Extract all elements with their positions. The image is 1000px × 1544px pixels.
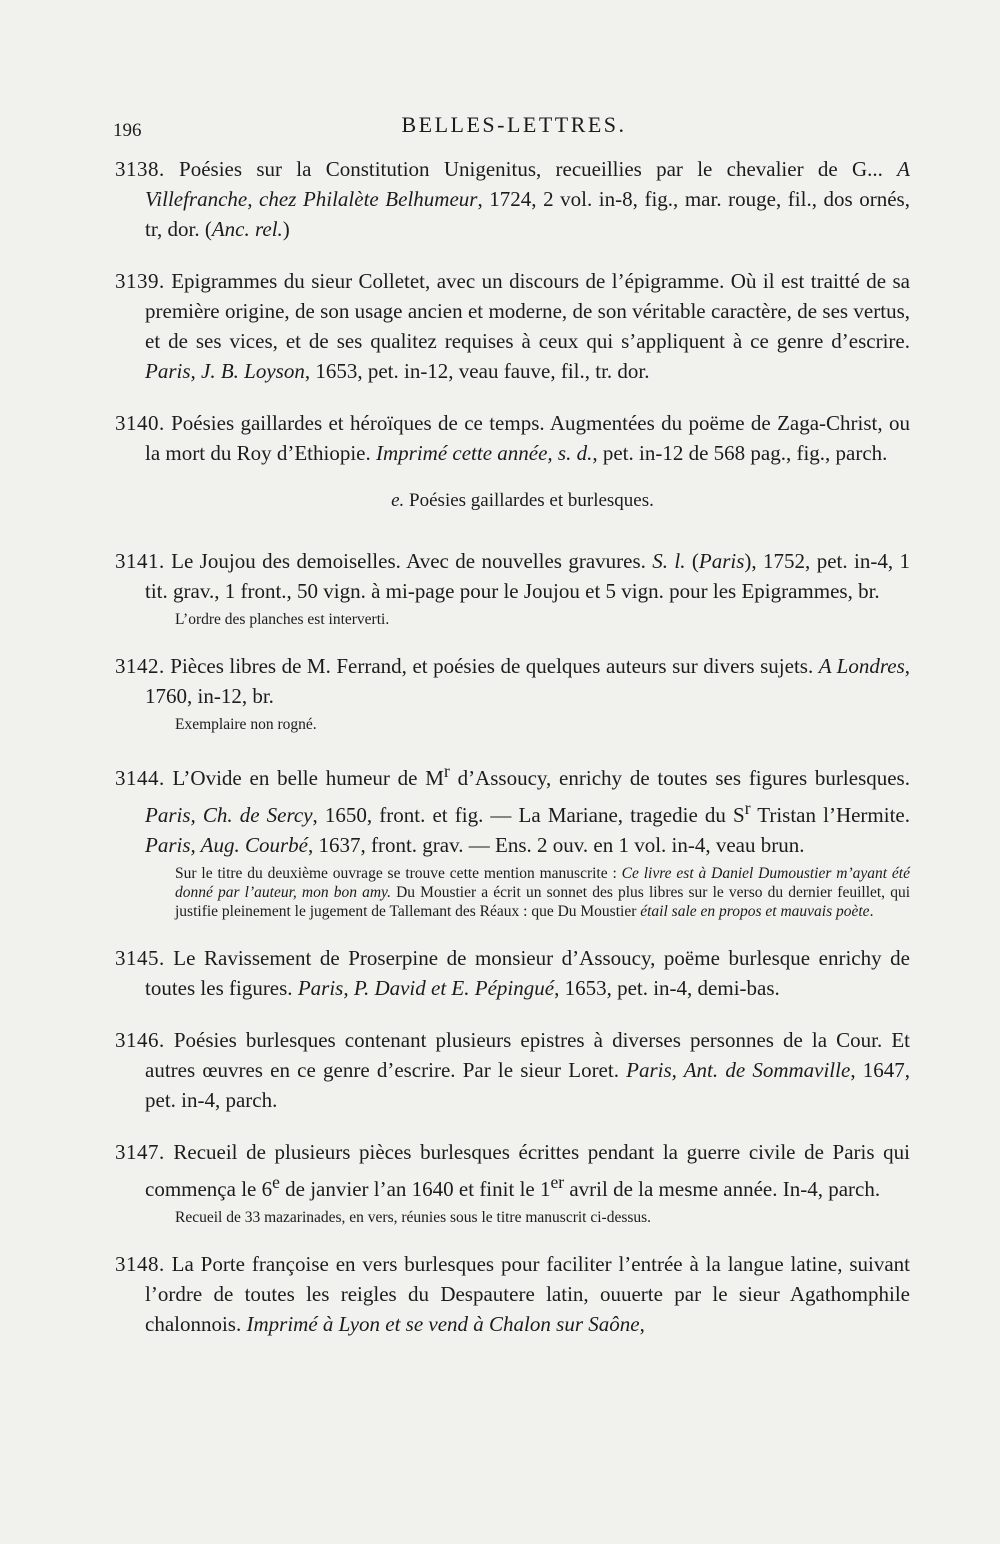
entry-description: , 1760, in-12, br. (145, 654, 910, 708)
entry-binding-note: Anc. rel. (211, 217, 283, 241)
catalogue-entry-3144 (115, 756, 910, 921)
entry-imprint: Paris, P. David et E. Pépingué (297, 976, 555, 1000)
entry-text (115, 154, 910, 244)
entry-imprint: Imprimé cette année, s. d. (375, 441, 593, 465)
entry-description: ), 1752, pet. in-4, 1 tit. grav., 1 front., 50 vign. à mi-page pour le Joujou et 5 vign. pour les Epigrammes, br. (145, 549, 910, 603)
superscript: er (550, 1172, 565, 1192)
entry-number: 3142. (115, 654, 165, 678)
entry-text (115, 756, 910, 860)
entry-number: 3138. (115, 157, 165, 181)
superscript: r (744, 798, 751, 818)
note-text-cont: Du Moustier a écrit un sonnet des plus libres sur le verso du dernier feuillet, qui justifie pleinement le jugement de Tallemant des Réaux : que Du Moustier (175, 884, 910, 920)
entry-number: 3145. (115, 946, 165, 970)
entry-number: 3146. (115, 1028, 165, 1052)
entry-title: Epigrammes du sieur Colletet, avec un discours de l’épigramme. Où il est traitté de sa première origine, de son usage ancien et moderne, de son véritable caractère, de ses vertus, et de ses vices, et de ses qualitez requises à ceux qui s’appliquent à ce genre d’escrire. (145, 269, 910, 353)
superscript: r (443, 761, 450, 781)
entry-title-cont: de janvier l’an 1640 et finit le 1 (279, 1177, 551, 1201)
entry-punctuation: ( (685, 549, 699, 573)
entry-imprint: A Londres (818, 654, 905, 678)
entry-description-end: , 1637, front. grav. — Ens. 2 ouv. en 1 vol. in-4, veau brun. (307, 833, 805, 857)
entry-imprint: Paris, Ch. de Sercy (145, 803, 313, 827)
entry-text (115, 546, 910, 606)
entry-imprint-2: Paris, Aug. Courbé (145, 833, 308, 857)
entry-number: 3140. (115, 411, 165, 435)
entry-number: 3141. (115, 549, 165, 573)
entry-note: Recueil de 33 mazarinades, en vers, réunies sous le titre manuscrit ci-dessus. (175, 1209, 652, 1226)
entry-imprint: Paris, J. B. Loyson (145, 359, 305, 383)
entry-imprint: A Villefranche, chez Philalète Belhumeur (145, 157, 910, 211)
entry-title: Le Ravissement de Proserpine de monsieur d’Assoucy, poëme burlesque enrichy de toutes les figures. (145, 946, 910, 1000)
entry-text (115, 943, 910, 1003)
entry-title: Poésies gaillardes et héroïques de ce temps. Augmentées du poëme de Zaga-Christ, ou la mort du Roy d’Ethiopie. (145, 411, 910, 465)
section-heading (135, 490, 910, 512)
entry-note: L’ordre des planches est interverti. (175, 611, 390, 628)
note-inscription: Ce livre est à Daniel Dumoustier m’ayant été donné par l’auteur, mon bon amy. (175, 865, 910, 901)
entry-imprint: S. l. (652, 549, 686, 573)
note-text: Sur le titre du deuxième ouvrage se trouve cette mention manuscrite : (175, 865, 622, 882)
entry-title: Pièces libres de M. Ferrand, et poésies de quelques auteurs sur divers sujets. (164, 654, 819, 678)
entry-punctuation: ) (282, 217, 290, 241)
entry-place: Paris (698, 549, 745, 573)
catalogue-entry-3141 (115, 546, 910, 629)
entry-description: , 1650, front. et fig. — La Mariane, tragedie du S (312, 803, 745, 827)
entry-title: Poésies burlesques contenant plusieurs epistres à diverses personnes de la Cour. Et autres œuvres en ce genre d’escrire. Par le sieur Loret. (145, 1028, 910, 1082)
catalogue-entry-3147 (115, 1137, 910, 1227)
catalogue-entry-3139 (115, 266, 910, 386)
page-header (0, 112, 1000, 152)
entry-title: Recueil de plusieurs pièces burlesques écrittes pendant la guerre civile de Paris qui commença le 6 (145, 1140, 910, 1201)
catalogue-body (115, 154, 910, 1361)
entry-description: , 1724, 2 vol. in-8, fig., mar. rouge, fil., dos ornés, tr, dor. ( (145, 187, 910, 241)
entry-description: , 1647, pet. in-4, parch. (145, 1058, 910, 1112)
entry-title: Poésies sur la Constitution Unigenitus, recueillies par le chevalier de G... (164, 157, 898, 181)
catalogue-entry-3142 (115, 651, 910, 734)
entry-title-cont: d’Assoucy, enrichy de toutes ses figures burlesques. (449, 766, 910, 790)
entry-imprint: Imprimé à Lyon et se vend à Chalon sur Saône (246, 1312, 640, 1336)
section-title: Poésies gaillardes et burlesques. (409, 490, 654, 511)
catalogue-entry-3140 (115, 408, 910, 468)
entry-description: , 1653, pet. in-4, demi-bas. (554, 976, 780, 1000)
entry-description: avril de la mesme année. In-4, parch. (564, 1177, 881, 1201)
entry-description: , 1653, pet. in-12, veau fauve, fil., tr. dor. (304, 359, 650, 383)
entry-text (115, 1249, 910, 1339)
entry-number: 3139. (115, 269, 165, 293)
entry-note: Exemplaire non rogné. (175, 716, 317, 733)
entry-imprint: Paris, Ant. de Sommaville (626, 1058, 851, 1082)
entry-note (175, 864, 910, 921)
running-head: BELLES-LETTRES. (401, 112, 627, 137)
entry-description: , pet. in-12 de 568 pag., fig., parch. (592, 441, 888, 465)
catalogue-entry-3146 (115, 1025, 910, 1115)
entry-text (115, 1137, 910, 1204)
entry-number: 3148. (115, 1252, 165, 1276)
catalogue-entry-3145 (115, 943, 910, 1003)
entry-description-cont: Tristan l’Hermite. (750, 803, 910, 827)
superscript: e (272, 1172, 280, 1192)
entry-text (115, 1025, 910, 1115)
entry-number: 3144. (115, 766, 165, 790)
section-letter: e. (391, 490, 405, 511)
entry-title: L’Ovide en belle humeur de M (164, 766, 444, 790)
page-number: 196 (113, 120, 142, 141)
entry-text (115, 266, 910, 386)
note-quote: étail sale en propos et mauvais poète (640, 903, 870, 920)
entry-title: Le Joujou des demoiselles. Avec de nouvelles gravures. (164, 549, 653, 573)
entry-punctuation: , (639, 1312, 645, 1336)
entry-text (115, 651, 910, 711)
entry-number: 3147. (115, 1140, 165, 1164)
entry-title: La Porte françoise en vers burlesques pour faciliter l’entrée à la langue latine, suivant l’ordre de toutes les reigles du Despautere latin, ouuerte par le sieur Agathomphile chalonnois. (145, 1252, 910, 1336)
entry-text (115, 408, 910, 468)
note-punctuation: . (869, 903, 874, 920)
catalogue-entry-3138 (115, 154, 910, 244)
catalogue-entry-3148 (115, 1249, 910, 1339)
